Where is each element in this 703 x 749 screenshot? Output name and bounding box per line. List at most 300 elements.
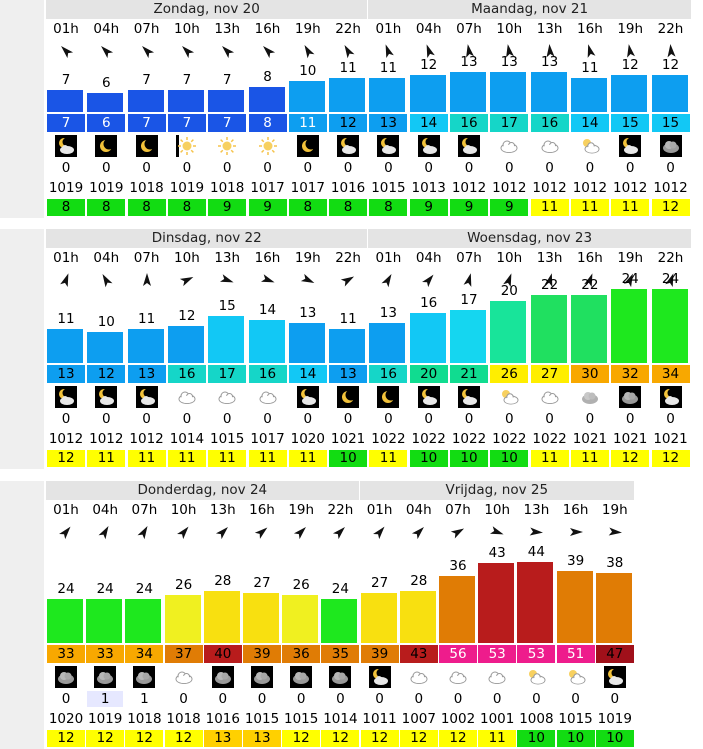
pressure-value: 1018	[166, 711, 201, 727]
wind-direction-arrow-icon	[86, 272, 126, 294]
pressure-value: 1011	[362, 711, 397, 727]
temperature-value: 11	[478, 730, 516, 747]
cloud-icon	[173, 666, 195, 688]
temperature-value: 8	[329, 199, 367, 216]
gust-value: 34	[125, 645, 163, 663]
pressure-value: 1012	[613, 180, 648, 196]
wind-speed-value: 11	[581, 60, 599, 76]
dark-cloud-icon	[660, 135, 682, 157]
gust-value: 7	[208, 114, 246, 132]
hour-label: 04h	[93, 21, 120, 37]
gust-value: 53	[517, 645, 555, 663]
wind-direction-arrow-icon	[595, 524, 635, 546]
temperature-value: 9	[208, 199, 246, 216]
pressure-value: 1021	[613, 431, 648, 447]
gust-value: 16	[450, 114, 488, 132]
wind-speed-value: 13	[299, 305, 317, 321]
pressure-value: 1016	[330, 180, 366, 196]
temperature-value: 8	[47, 199, 85, 216]
temperature-value: 9	[249, 199, 287, 216]
precipitation-value: 0	[625, 411, 635, 427]
wind-speed-value: 27	[253, 575, 271, 591]
precipitation-value: 0	[625, 160, 635, 176]
hour-label: 01h	[375, 21, 402, 37]
hour-label: 19h	[294, 21, 321, 37]
cloud-icon	[408, 666, 430, 688]
precipitation-value: 0	[263, 160, 272, 176]
temperature-value: 9	[490, 199, 528, 216]
pressure-value: 1014	[323, 711, 358, 727]
gust-value: 16	[249, 365, 287, 383]
wind-bar	[450, 72, 486, 112]
wind-speed-value: 28	[214, 573, 232, 589]
temperature-value: 12	[47, 450, 85, 467]
pressure-value: 1020	[48, 711, 84, 727]
wind-speed-value: 11	[339, 60, 357, 76]
bar-baseline	[46, 112, 691, 113]
pressure-value: 1019	[169, 180, 205, 196]
hour-label: 01h	[375, 250, 402, 266]
precipitation-value: 0	[384, 411, 393, 427]
temperature-value: 8	[87, 199, 125, 216]
temperature-value: 11	[571, 199, 609, 216]
precipitation-value: 0	[182, 160, 192, 176]
night-cloud-icon	[55, 386, 77, 408]
wind-bar	[361, 593, 397, 643]
precipitation-value: 0	[142, 411, 151, 427]
precipitation-value: 0	[142, 160, 151, 176]
gust-value: 7	[128, 114, 166, 132]
precipitation-value: 0	[571, 691, 580, 707]
hour-label: 13h	[209, 502, 236, 518]
hour-label: 16h	[254, 21, 281, 37]
precipitation-value: 0	[303, 411, 313, 427]
wind-speed-value: 12	[420, 57, 438, 73]
pressure-value: 1022	[532, 431, 567, 447]
hour-label: 22h	[327, 502, 354, 518]
wind-speed-value: 13	[541, 54, 559, 70]
gust-value: 6	[87, 114, 125, 132]
wind-speed-value: 10	[299, 63, 317, 79]
wind-speed-value: 13	[500, 54, 518, 70]
pressure-value: 1002	[440, 711, 476, 727]
temperature-value: 11	[531, 450, 569, 467]
precipitation-value: 0	[424, 411, 433, 427]
wind-speed-value: 7	[142, 72, 151, 88]
night-cloud-icon	[369, 666, 391, 688]
wind-bar	[531, 72, 567, 112]
precipitation-value: 0	[464, 160, 474, 176]
wind-speed-value: 7	[222, 72, 232, 88]
gust-value: 33	[47, 645, 85, 663]
hour-label: 16h	[562, 502, 589, 518]
night-cloud-icon	[604, 666, 626, 688]
wind-bar	[410, 313, 446, 363]
wind-speed-value: 16	[420, 295, 438, 311]
cloud-icon	[498, 135, 520, 157]
precipitation-value: 0	[492, 691, 502, 707]
wind-speed-value: 24	[331, 581, 349, 597]
hour-label: 01h	[53, 250, 79, 266]
forecast-block-2	[0, 229, 703, 469]
gust-value: 32	[611, 365, 649, 383]
wind-bar	[596, 573, 632, 643]
precipitation-value: 0	[263, 411, 272, 427]
wind-direction-arrow-icon	[368, 272, 408, 294]
wind-bar	[571, 295, 607, 363]
gust-value: 43	[400, 645, 438, 663]
hour-label: 16h	[254, 250, 281, 266]
temperature-value: 12	[611, 450, 649, 467]
precipitation-value: 0	[666, 160, 675, 176]
cloud-icon	[539, 386, 561, 408]
row-label-column	[0, 500, 44, 749]
wind-bar	[517, 562, 553, 643]
sun-cloud-icon	[565, 666, 587, 688]
temperature-value: 11	[249, 450, 287, 467]
bar-baseline	[46, 363, 691, 364]
wind-bar	[289, 81, 325, 112]
pressure-value: 1012	[451, 180, 487, 196]
hour-label: 07h	[456, 21, 482, 37]
hour-label: 10h	[496, 250, 523, 266]
hour-label: 07h	[133, 250, 160, 266]
wind-speed-value: 11	[57, 311, 75, 327]
temperature-value: 12	[439, 730, 477, 747]
wind-direction-arrow-icon	[288, 43, 328, 65]
wind-bar	[128, 90, 164, 112]
wind-speed-value: 24	[661, 271, 680, 287]
wind-speed-value: 6	[102, 75, 111, 91]
gust-value: 37	[165, 645, 203, 663]
temperature-value: 11	[87, 450, 125, 467]
temperature-value: 9	[410, 199, 448, 216]
wind-direction-arrow-icon	[86, 43, 126, 65]
pressure-value: 1021	[572, 431, 608, 447]
pressure-value: 1022	[411, 431, 446, 447]
wind-direction-arrow-icon	[477, 524, 517, 546]
hour-label: 04h	[415, 21, 442, 37]
gust-value: 40	[204, 645, 242, 663]
wind-speed-value: 12	[178, 308, 196, 324]
temperature-value: 8	[369, 199, 407, 216]
gust-value: 16	[168, 365, 206, 383]
wind-bar	[165, 595, 201, 643]
wind-bar	[490, 301, 526, 363]
wind-bar	[557, 571, 593, 643]
wind-direction-arrow-icon	[248, 43, 288, 65]
day-header: Woensdag, nov 23	[368, 229, 690, 248]
wind-direction-arrow-icon	[127, 43, 167, 65]
precipitation-value: 0	[585, 160, 595, 176]
temperature-value: 12	[47, 730, 85, 747]
precipitation-value: 0	[343, 411, 353, 427]
wind-speed-value: 13	[379, 305, 397, 321]
gust-value: 11	[289, 114, 327, 132]
pressure-value: 1012	[653, 180, 688, 196]
pressure-value: 1008	[519, 711, 554, 727]
wind-bar	[410, 75, 446, 112]
precipitation-value: 0	[61, 160, 71, 176]
temperature-value: 11	[128, 450, 166, 467]
night-cloud-icon	[136, 386, 158, 408]
sun-icon	[257, 135, 279, 157]
moon-icon	[377, 386, 399, 408]
wind-speed-value: 11	[339, 311, 357, 327]
day-header: Vrijdag, nov 25	[360, 481, 634, 500]
wind-direction-arrow-icon	[167, 272, 207, 294]
hour-label: 19h	[601, 502, 628, 518]
wind-bar	[329, 329, 365, 363]
hour-label: 19h	[617, 250, 644, 266]
forecast-block-1	[0, 0, 703, 218]
wind-speed-value: 26	[292, 577, 310, 593]
moon-icon	[95, 135, 117, 157]
gust-value: 13	[369, 114, 407, 132]
wind-direction-arrow-icon	[449, 272, 489, 294]
hour-label: 13h	[214, 21, 241, 37]
pressure-value: 1001	[480, 711, 515, 727]
temperature-value: 12	[321, 730, 359, 747]
wind-bar	[204, 591, 240, 643]
hour-label: 04h	[92, 502, 119, 518]
gust-value: 15	[611, 114, 649, 132]
pressure-value: 1012	[532, 180, 567, 196]
temperature-value: 10	[596, 730, 634, 747]
day-header: Zondag, nov 20	[46, 0, 367, 19]
temperature-value: 11	[168, 450, 206, 467]
hour-label: 19h	[617, 21, 644, 37]
pressure-value: 1017	[250, 431, 285, 447]
corner-cell	[0, 229, 44, 248]
precipitation-value: 0	[375, 691, 384, 707]
hour-label: 07h	[133, 21, 160, 37]
cloud-icon	[486, 666, 508, 688]
hour-label: 10h	[174, 250, 200, 266]
pressure-value: 1018	[127, 711, 162, 727]
temperature-value: 10	[410, 450, 448, 467]
gust-value: 27	[531, 365, 569, 383]
gust-value: 7	[47, 114, 85, 132]
temperature-value: 9	[450, 199, 488, 216]
wind-direction-arrow-icon	[164, 524, 204, 546]
pressure-value: 1015	[244, 711, 280, 727]
pressure-value: 1013	[411, 180, 446, 196]
wind-speed-value: 22	[581, 277, 599, 293]
pressure-value: 1007	[401, 711, 436, 727]
precipitation-value: 0	[296, 691, 306, 707]
precipitation-value: 0	[102, 160, 111, 176]
precipitation-value: 1	[140, 691, 149, 707]
precipitation-value: 0	[505, 160, 514, 176]
temperature-value: 12	[125, 730, 163, 747]
wind-bar	[128, 329, 164, 363]
precipitation-value: 0	[336, 691, 345, 707]
temperature-value: 12	[86, 730, 124, 747]
moon-icon	[297, 135, 319, 157]
wind-direction-arrow-icon	[281, 524, 321, 546]
temperature-value: 12	[400, 730, 438, 747]
sun-cloud-icon	[525, 666, 547, 688]
precipitation-value: 0	[222, 411, 232, 427]
row-label-column	[0, 19, 44, 218]
hour-label: 07h	[445, 502, 471, 518]
pressure-value: 1017	[250, 180, 285, 196]
moon-icon	[136, 135, 158, 157]
gust-value: 7	[168, 114, 206, 132]
pressure-value: 1012	[89, 431, 124, 447]
temperature-value: 11	[289, 450, 327, 467]
night-cloud-icon	[458, 386, 480, 408]
hour-label: 10h	[496, 21, 523, 37]
cloud-icon	[257, 386, 279, 408]
temperature-value: 8	[168, 199, 206, 216]
precipitation-value: 0	[179, 691, 188, 707]
temperature-value: 8	[289, 199, 327, 216]
gust-value: 30	[571, 365, 609, 383]
hour-label: 01h	[53, 21, 79, 37]
pressure-value: 1019	[48, 180, 84, 196]
wind-direction-arrow-icon	[248, 272, 288, 294]
cloud-icon	[447, 666, 469, 688]
precipitation-value: 0	[218, 691, 228, 707]
night-cloud-icon	[55, 135, 77, 157]
wind-speed-value: 13	[460, 54, 478, 70]
gust-value: 14	[289, 365, 327, 383]
temperature-value: 11	[208, 450, 246, 467]
precipitation-value: 0	[102, 411, 111, 427]
pressure-value: 1022	[451, 431, 487, 447]
gust-value: 47	[596, 645, 634, 663]
hour-label: 13h	[214, 250, 241, 266]
gust-value: 15	[652, 114, 690, 132]
wind-bar	[439, 576, 475, 643]
day-header: Donderdag, nov 24	[46, 481, 359, 500]
hour-label: 19h	[288, 502, 315, 518]
hour-label: 13h	[536, 250, 563, 266]
wind-speed-value: 39	[567, 553, 585, 569]
cloud-icon	[539, 135, 561, 157]
sun-cloud-icon	[579, 135, 601, 157]
wind-speed-value: 43	[488, 545, 506, 561]
wind-bar	[329, 78, 365, 112]
cloud-icon	[216, 386, 238, 408]
precipitation-value: 0	[545, 160, 554, 176]
wind-direction-arrow-icon	[409, 272, 449, 294]
precipitation-value: 0	[666, 411, 675, 427]
hour-label: 22h	[657, 21, 684, 37]
pressure-value: 1015	[558, 711, 593, 727]
gust-value: 12	[87, 365, 125, 383]
wind-speed-value: 26	[175, 577, 193, 593]
pressure-value: 1019	[89, 180, 124, 196]
wind-bar	[652, 75, 688, 112]
gust-value: 13	[329, 365, 367, 383]
gust-value: 14	[571, 114, 609, 132]
precipitation-value: 0	[585, 411, 595, 427]
night-cloud-icon	[377, 135, 399, 157]
wind-direction-arrow-icon	[288, 272, 328, 294]
corner-cell	[0, 0, 44, 19]
hour-label: 10h	[484, 502, 511, 518]
gust-value: 14	[410, 114, 448, 132]
wind-bar	[87, 93, 123, 112]
precipitation-value: 0	[464, 411, 474, 427]
pressure-value: 1014	[169, 431, 205, 447]
temperature-value: 13	[204, 730, 242, 747]
wind-speed-value: 24	[57, 581, 75, 597]
wind-speed-value: 27	[371, 575, 389, 591]
temperature-value: 10	[490, 450, 528, 467]
night-cloud-icon	[418, 135, 440, 157]
temperature-value: 12	[165, 730, 203, 747]
night-cloud-icon	[337, 135, 359, 157]
gust-value: 33	[86, 645, 124, 663]
temperature-value: 12	[652, 450, 690, 467]
hour-label: 13h	[536, 21, 563, 37]
wind-bar	[571, 78, 607, 112]
pressure-value: 1021	[330, 431, 366, 447]
gust-value: 16	[531, 114, 569, 132]
hour-label: 22h	[335, 21, 361, 37]
wind-speed-value: 10	[97, 314, 115, 330]
temperature-value: 10	[557, 730, 595, 747]
grey-cloud-icon	[579, 386, 601, 408]
wind-bar	[47, 90, 83, 112]
precipitation-value: 0	[424, 160, 433, 176]
hour-label: 16h	[577, 21, 603, 37]
precipitation-value: 0	[453, 691, 463, 707]
dark-cloud-icon	[619, 386, 641, 408]
precipitation-value: 0	[384, 160, 393, 176]
gust-value: 20	[410, 365, 448, 383]
gust-value: 36	[282, 645, 320, 663]
wind-direction-arrow-icon	[46, 272, 86, 294]
temperature-value: 8	[128, 199, 166, 216]
bar-baseline	[46, 643, 634, 644]
precipitation-value: 0	[414, 691, 424, 707]
wind-direction-arrow-icon	[85, 524, 125, 546]
gust-value: 35	[321, 645, 359, 663]
wind-bar	[47, 329, 83, 363]
precipitation-value: 1	[87, 691, 123, 707]
precipitation-value: 0	[61, 691, 71, 707]
wind-bar	[652, 289, 688, 363]
dark-cloud-icon	[329, 666, 351, 688]
hour-label: 22h	[335, 250, 361, 266]
wind-speed-value: 20	[500, 283, 518, 299]
pressure-value: 1015	[284, 711, 319, 727]
dark-cloud-icon	[94, 666, 116, 688]
wind-bar	[611, 289, 647, 363]
wind-speed-value: 11	[138, 311, 156, 327]
gust-value: 8	[249, 114, 287, 132]
precipitation-value: 0	[505, 411, 514, 427]
gust-value: 21	[450, 365, 488, 383]
gust-value: 39	[243, 645, 281, 663]
hour-label: 10h	[170, 502, 197, 518]
precipitation-value: 0	[545, 411, 554, 427]
wind-direction-arrow-icon	[360, 524, 400, 546]
wind-direction-arrow-icon	[320, 524, 360, 546]
wind-bar	[47, 599, 83, 643]
temperature-value: 12	[652, 199, 690, 216]
wind-direction-arrow-icon	[516, 524, 556, 546]
wind-speed-value: 22	[541, 277, 559, 293]
pressure-value: 1017	[290, 180, 325, 196]
dark-cloud-icon	[290, 666, 312, 688]
gust-value: 17	[490, 114, 528, 132]
